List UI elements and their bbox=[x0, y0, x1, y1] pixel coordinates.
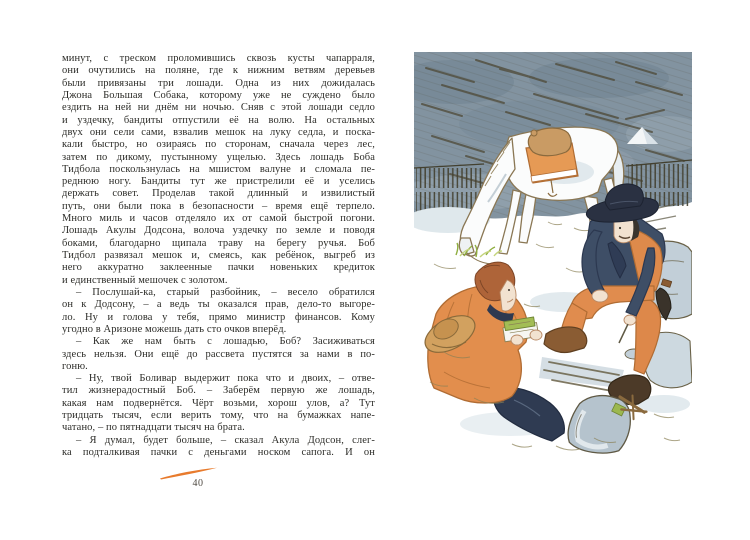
text-line: Тидбола поскользнулась на мшистом валуне и сломала пе- bbox=[62, 163, 375, 175]
text-line: гоню. bbox=[62, 360, 88, 372]
text-line: были привязаны три лошади. Одна из них дожидалась bbox=[62, 77, 375, 89]
text-line: тил жизнерадостный Боб. – Заберём первую же лошадь, bbox=[62, 385, 375, 397]
text-line: Джона Большая Собака, которому уже не суждено было bbox=[62, 89, 375, 101]
dodson-hand bbox=[624, 315, 636, 325]
text-line: Много миль и часов отделяло их от самой быстрой погони. bbox=[62, 213, 375, 225]
text-line: Лошадь Акулы Додсона, волоча уздечку по земле и поводя bbox=[62, 225, 375, 237]
text-line: какая нам подвернётся. Чёрт возьми, хорош улов, а? Тут bbox=[62, 397, 375, 409]
illustration bbox=[414, 52, 692, 455]
text-line: и уздечку, бандиты отпустили её на волю. На остальных bbox=[62, 114, 375, 126]
text-line: – Как же нам быть с лошадью, Боб? Засиживаться bbox=[76, 336, 375, 348]
page-text-column bbox=[62, 53, 375, 459]
text-line: него аккуратно заклеенные пачки новеньких кредиток bbox=[62, 262, 375, 274]
text-line: боками, благодарно щипала траву на берегу ручья. Боб bbox=[62, 237, 375, 249]
text-line: затем по дикому, пустынному ущелью. Здесь лошадь Боба bbox=[62, 151, 375, 163]
text-line: двух они сели сами, взвалив мешок на луку седла, и поска- bbox=[62, 126, 375, 138]
text-line: здесь нельзя. Они ещё до рассвета пустятся за нами в по- bbox=[62, 348, 375, 360]
text-line: угодно в Аризоне можешь дать сто очков вперёд. bbox=[62, 323, 287, 335]
bob-hand bbox=[511, 335, 523, 345]
text-line: ка подталкивая пачки с деньгами носком сапога. И он bbox=[62, 447, 375, 458]
text-line: ло. Ну и голова у тебя, прямо министр финансов. Кому bbox=[62, 311, 375, 323]
text-line: они очутились на поляне, где к нижним ветвям деревьев bbox=[62, 65, 375, 77]
text-line: он к Додсону, – а ведь ты оказался прав, дело-то выгоре- bbox=[62, 299, 375, 311]
text-line: – Ну, твой Боливар выдержит пока что и двоих, – отве- bbox=[76, 373, 375, 385]
bob-hand bbox=[530, 330, 542, 340]
dodson-brown-boot bbox=[544, 327, 587, 353]
text-line: ездить на ней ни днём ни ночью. Сняв с этой лошади седло bbox=[62, 102, 375, 114]
page-number: 40 bbox=[192, 478, 204, 489]
text-line: реднюю ногу. Бандиты тут же пристрелили её и уселись bbox=[62, 176, 375, 188]
text-line: и единственный мешочек с золотом. bbox=[62, 274, 228, 286]
text-line: тридцать тысяч, если верить тому, что на бумажках напе- bbox=[62, 410, 375, 422]
text-line: чатано, – по пятнадцати тысяч на брата. bbox=[62, 422, 245, 434]
text-line: – Я думал, будет больше, – сказал Акула Додсон, слег- bbox=[76, 434, 375, 446]
text-line: кали быстро, но озираясь по сторонам, сначала через лес, bbox=[62, 139, 375, 151]
text-line: путь, они были пока в безопасности – время ещё терпело. bbox=[62, 200, 375, 212]
text-line: Тидбол развязал мешок и, смеясь, как ребёнок, выгреб из bbox=[62, 250, 375, 261]
text-line: минут, с треском проломившись сквозь кусты чапарраля, bbox=[62, 53, 375, 64]
text-line: держать совет. Проделав такой длинный и извилистый bbox=[62, 188, 375, 200]
dodson-hand bbox=[592, 290, 608, 302]
text-line: – Послушай-ка, старый разбойник, – весело обратился bbox=[76, 286, 375, 298]
